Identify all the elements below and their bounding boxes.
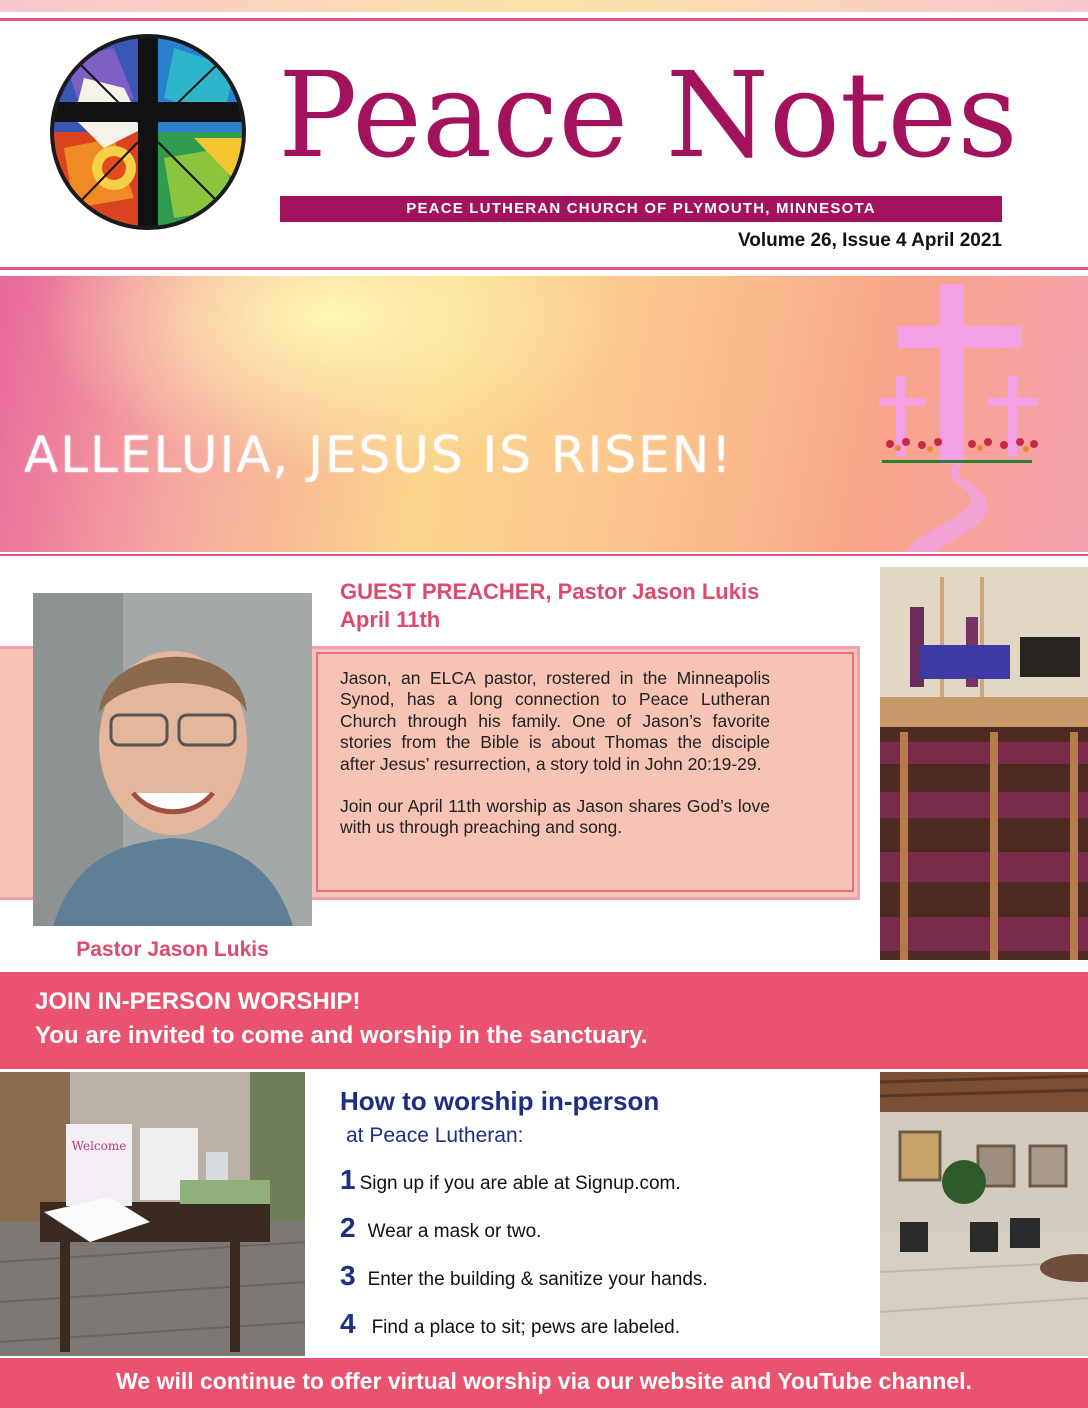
howto-step-number: 1 bbox=[340, 1164, 356, 1195]
lobby-photo bbox=[880, 1072, 1088, 1356]
howto-subheading: at Peace Lutheran: bbox=[346, 1124, 524, 1147]
masthead-bottom-rule bbox=[0, 267, 1088, 270]
guest-preacher-heading bbox=[340, 578, 870, 634]
invite-heading: JOIN IN-PERSON WORSHIP! bbox=[35, 988, 361, 1015]
virtual-worship-footer-text: We will continue to offer virtual worship via our website and YouTube channel. bbox=[116, 1368, 972, 1394]
church-name-band: PEACE LUTHERAN CHURCH OF PLYMOUTH, MINNESOTA bbox=[280, 196, 1002, 222]
three-crosses-icon bbox=[876, 284, 1052, 552]
hero-headline: ALLELUIA, JESUS IS RISEN! bbox=[24, 426, 734, 484]
guest-preacher-heading-line1: GUEST PREACHER, Pastor Jason Lukis bbox=[340, 579, 760, 604]
howto-step-text: Find a place to sit; pews are labeled. bbox=[371, 1317, 680, 1338]
pastor-bio bbox=[340, 668, 770, 839]
guest-preacher-heading-line2: April 11th bbox=[340, 607, 441, 632]
newsletter-title: Peace Notes bbox=[278, 46, 1018, 184]
easter-hero-banner bbox=[0, 276, 1088, 552]
sanctuary-worship-photo bbox=[880, 567, 1088, 960]
welcome-sign-text: Welcome bbox=[71, 1139, 127, 1153]
howto-step-number: 4 bbox=[340, 1308, 356, 1339]
howto-step-text: Enter the building & sanitize your hands. bbox=[367, 1269, 708, 1290]
welcome-table-photo bbox=[0, 1072, 305, 1356]
pastor-bio-paragraph-2: Join our April 11th worship as Jason shares God’s love with us through preaching and song. bbox=[340, 796, 770, 838]
howto-step bbox=[340, 1164, 681, 1198]
howto-step bbox=[340, 1260, 708, 1294]
pastor-bio-paragraph-1: Jason, an ELCA pastor, rostered in the Minneapolis Synod, has a long connection to Peace Lutheran Church through his family. One of Jason’s favorite stories from the Bible is about Thomas the disciple after Jesus’ resurrection, a story told in John 20:19-29. bbox=[340, 668, 770, 774]
pastor-photo bbox=[33, 593, 312, 926]
howto-step-number: 2 bbox=[340, 1212, 356, 1243]
howto-step-number: 3 bbox=[340, 1260, 356, 1291]
hero-bottom-rule bbox=[0, 554, 1088, 556]
howto-step bbox=[340, 1212, 541, 1246]
howto-step-text: Sign up if you are able at Signup.com. bbox=[359, 1173, 681, 1194]
in-person-invite-band bbox=[0, 972, 1088, 1069]
issue-line: Volume 26, Issue 4 April 2021 bbox=[737, 230, 1002, 251]
stained-glass-cross-logo bbox=[50, 34, 246, 230]
pastor-photo-caption: Pastor Jason Lukis bbox=[76, 938, 269, 961]
top-gradient-strip bbox=[0, 0, 1088, 12]
howto-step-text: Wear a mask or two. bbox=[367, 1221, 542, 1242]
masthead-top-rule bbox=[0, 18, 1088, 21]
howto-step bbox=[340, 1308, 680, 1342]
invite-subheading: You are invited to come and worship in the sanctuary. bbox=[35, 1022, 648, 1049]
howto-heading: How to worship in-person bbox=[340, 1086, 660, 1116]
